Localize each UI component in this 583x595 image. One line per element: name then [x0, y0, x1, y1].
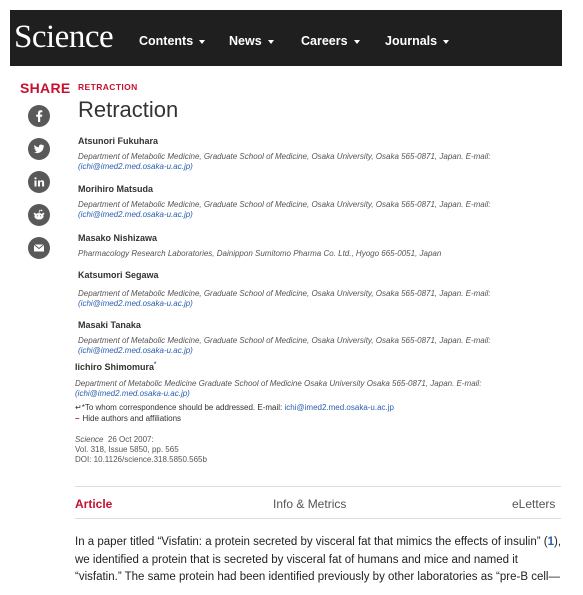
affiliation-text: Department of Metabolic Medicine, Graduate School of Medicine, Osaka University, Osaka 565-0871, Japan. E-mail: [78, 200, 491, 209]
author-name[interactable]: Katsumori Segawa [78, 270, 159, 280]
facebook-share-button[interactable] [28, 105, 50, 127]
author-name[interactable]: Masaki Tanaka [78, 320, 141, 330]
tab-article[interactable]: Article [75, 497, 113, 511]
reddit-share-button[interactable] [28, 204, 50, 226]
correspondence-email-link[interactable]: ichi@imed2.med.osaka-u.ac.jp [284, 403, 395, 412]
chevron-down-icon [199, 40, 205, 44]
affiliation-text: Department of Metabolic Medicine, Graduate School of Medicine, Osaka University, Osaka 565-0871, Japan. E-mail: [78, 336, 491, 345]
affiliation-email[interactable]: (ichi@imed2.med.osaka-u.ac.jp) [78, 346, 193, 355]
affiliation-text: Department of Metabolic Medicine, Graduate School of Medicine, Osaka University, Osaka 565-0871, Japan. E-mail: [78, 152, 491, 161]
share-label: SHARE [20, 80, 71, 96]
nav-journals-label: Journals [385, 34, 438, 48]
correspondence-note [75, 403, 394, 412]
author-affiliation [78, 200, 518, 220]
affiliation-email[interactable]: (ichi@imed2.med.osaka-u.ac.jp) [78, 299, 193, 308]
correspondence-text: To whom correspondence should be addressed. E-mail: [84, 403, 285, 412]
hide-authors-label: Hide authors and affiliations [82, 414, 182, 423]
citation-doi: DOI: 10.1126/science.318.5850.565b [75, 455, 207, 464]
minus-icon: – [75, 414, 80, 423]
linkedin-share-button[interactable] [28, 171, 50, 193]
chevron-down-icon [443, 40, 449, 44]
affiliation-email[interactable]: (ichi@imed2.med.osaka-u.ac.jp) [78, 210, 193, 219]
page-title: Retraction [78, 97, 179, 122]
author-name[interactable]: Morihiro Matsuda [78, 184, 154, 194]
author-affiliation [78, 336, 518, 356]
citation-line [75, 435, 154, 444]
email-share-button[interactable] [28, 237, 50, 259]
corresponding-author-marker: * [154, 362, 157, 368]
affiliation-email[interactable]: (ichi@imed2.med.osaka-u.ac.jp) [78, 162, 193, 171]
affiliation-text: Department of Metabolic Medicine Graduate School of Medicine Osaka University Osaka 565-0871, Japan. E-mail: [75, 379, 482, 388]
citation-volume: Vol. 318, Issue 5850, pp. 565 [75, 445, 179, 454]
twitter-share-button[interactable] [28, 138, 50, 160]
nav-careers[interactable] [301, 34, 360, 48]
affiliation-text: Pharmacology Research Laboratories, Dainippon Sumitomo Pharma Co. Ltd., Hyogo 665-0051, Japan [78, 249, 442, 258]
author-affiliation [75, 379, 525, 399]
reddit-icon [28, 204, 50, 226]
author-name[interactable]: Atsunori Fukuhara [78, 136, 159, 146]
tab-info-metrics[interactable]: Info & Metrics [273, 497, 347, 511]
linkedin-icon [28, 171, 50, 193]
nav-journals[interactable] [385, 34, 449, 48]
author-affiliation [78, 152, 518, 172]
affiliation-email[interactable]: (ichi@imed2.med.osaka-u.ac.jp) [75, 389, 190, 398]
article-type-kicker: RETRACTION [78, 82, 138, 92]
science-logo[interactable]: Science [14, 19, 114, 55]
hide-authors-toggle[interactable] [75, 414, 181, 423]
journal-name: Science [75, 435, 104, 444]
author-name[interactable]: Masako Nishizawa [78, 233, 158, 243]
site-header [10, 10, 562, 66]
nav-contents[interactable] [139, 34, 205, 48]
body-line [75, 534, 561, 552]
author-affiliation [78, 289, 518, 309]
publication-date: 26 Oct 2007: [107, 435, 154, 444]
email-icon [28, 237, 50, 259]
nav-careers-label: Careers [301, 34, 348, 48]
body-text: ), [553, 536, 562, 548]
nav-news[interactable] [229, 34, 274, 48]
author-name-text: Iichiro Shimomura [75, 362, 155, 372]
author-name[interactable] [75, 362, 156, 372]
facebook-icon [28, 105, 50, 127]
body-line: we identified a protein that is secreted by visceral fat of humans and mice and named it [75, 553, 518, 566]
twitter-icon [28, 138, 50, 160]
reference-link[interactable]: 1 [547, 536, 554, 548]
divider [75, 486, 561, 487]
body-text: In a paper titled “Visfatin: a protein secreted by visceral fat that mimics the effects of insulin” ( [75, 536, 548, 548]
nav-news-label: News [229, 34, 262, 48]
return-arrow-icon: ↵* [75, 403, 85, 412]
body-line: “visfatin.” The same protein had been identified previously by other laboratories as “pre-B cell— [75, 571, 560, 583]
chevron-down-icon [354, 40, 360, 44]
article-body [75, 534, 561, 587]
divider [75, 518, 561, 519]
tab-eletters[interactable]: eLetters [512, 497, 556, 511]
affiliation-text: Department of Metabolic Medicine, Graduate School of Medicine, Osaka University, Osaka 565-0871, Japan. E-mail: [78, 289, 491, 298]
nav-contents-label: Contents [139, 34, 194, 48]
author-affiliation [78, 249, 518, 259]
chevron-down-icon [268, 40, 274, 44]
